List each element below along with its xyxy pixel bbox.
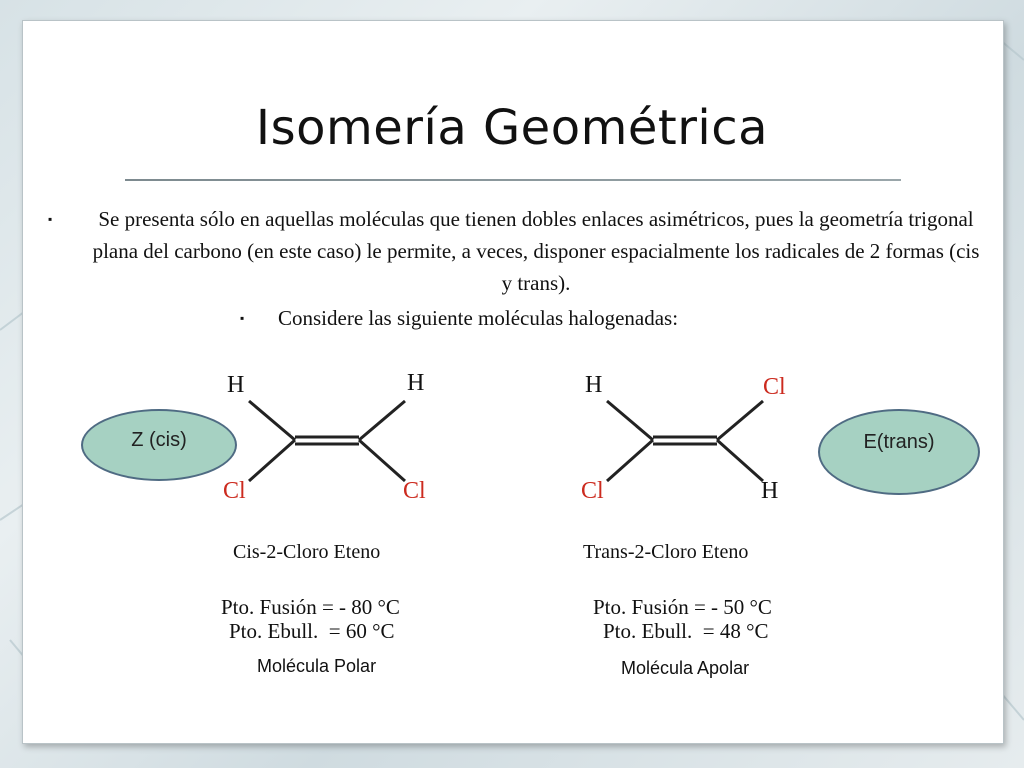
trans-atom-top-right: Cl [763, 374, 786, 400]
trans-atom-bottom-right: H [761, 478, 779, 504]
cis-label-ellipse [81, 409, 237, 481]
title-underline [125, 179, 901, 181]
bullet-item [44, 203, 984, 299]
bullet-marker-icon: ▪ [48, 212, 53, 226]
cis-boiling-point: Pto. Ebull. = 60 °C [229, 619, 395, 643]
cis-label: Z (cis) [131, 429, 187, 451]
trans-bonds [607, 401, 763, 481]
bullet-text: Se presenta sólo en aquellas moléculas que tienen dobles enlaces asimétricos, pues la geometría trigonal plana del carbono (en este caso) le permite, a veces, disponer espacialmente los radicales de 2 formas (cis y trans). [92, 207, 980, 295]
trans-label: E(trans) [863, 431, 935, 453]
bullet-text: Considere las siguiente moléculas halogenadas: [278, 306, 679, 330]
cis-atom-top-right: H [407, 370, 425, 396]
cis-name: Cis-2-Cloro Eteno [233, 541, 381, 563]
cis-fusion-point: Pto. Fusión = - 80 °C [221, 595, 400, 619]
cis-bonds [249, 401, 405, 481]
trans-polarity: Molécula Apolar [621, 658, 750, 678]
trans-fusion-point: Pto. Fusión = - 50 °C [593, 595, 772, 619]
trans-label-ellipse [818, 409, 980, 495]
slide-title: Isomería Geométrica [255, 100, 769, 156]
trans-boiling-point: Pto. Ebull. = 48 °C [603, 619, 769, 643]
cis-atom-top-left: H [227, 372, 245, 398]
molecule-figure [157, 344, 872, 688]
trans-atom-top-left: H [585, 372, 603, 398]
cis-atom-bottom-left: Cl [223, 478, 246, 504]
trans-name: Trans-2-Cloro Eteno [583, 541, 749, 563]
bullet-marker-icon: ▪ [240, 311, 245, 325]
trans-atom-bottom-left: Cl [581, 478, 604, 504]
cis-polarity: Molécula Polar [257, 656, 377, 676]
cis-atom-bottom-right: Cl [403, 478, 426, 504]
molecule-diagram [157, 344, 872, 688]
bullet-item [240, 302, 800, 334]
